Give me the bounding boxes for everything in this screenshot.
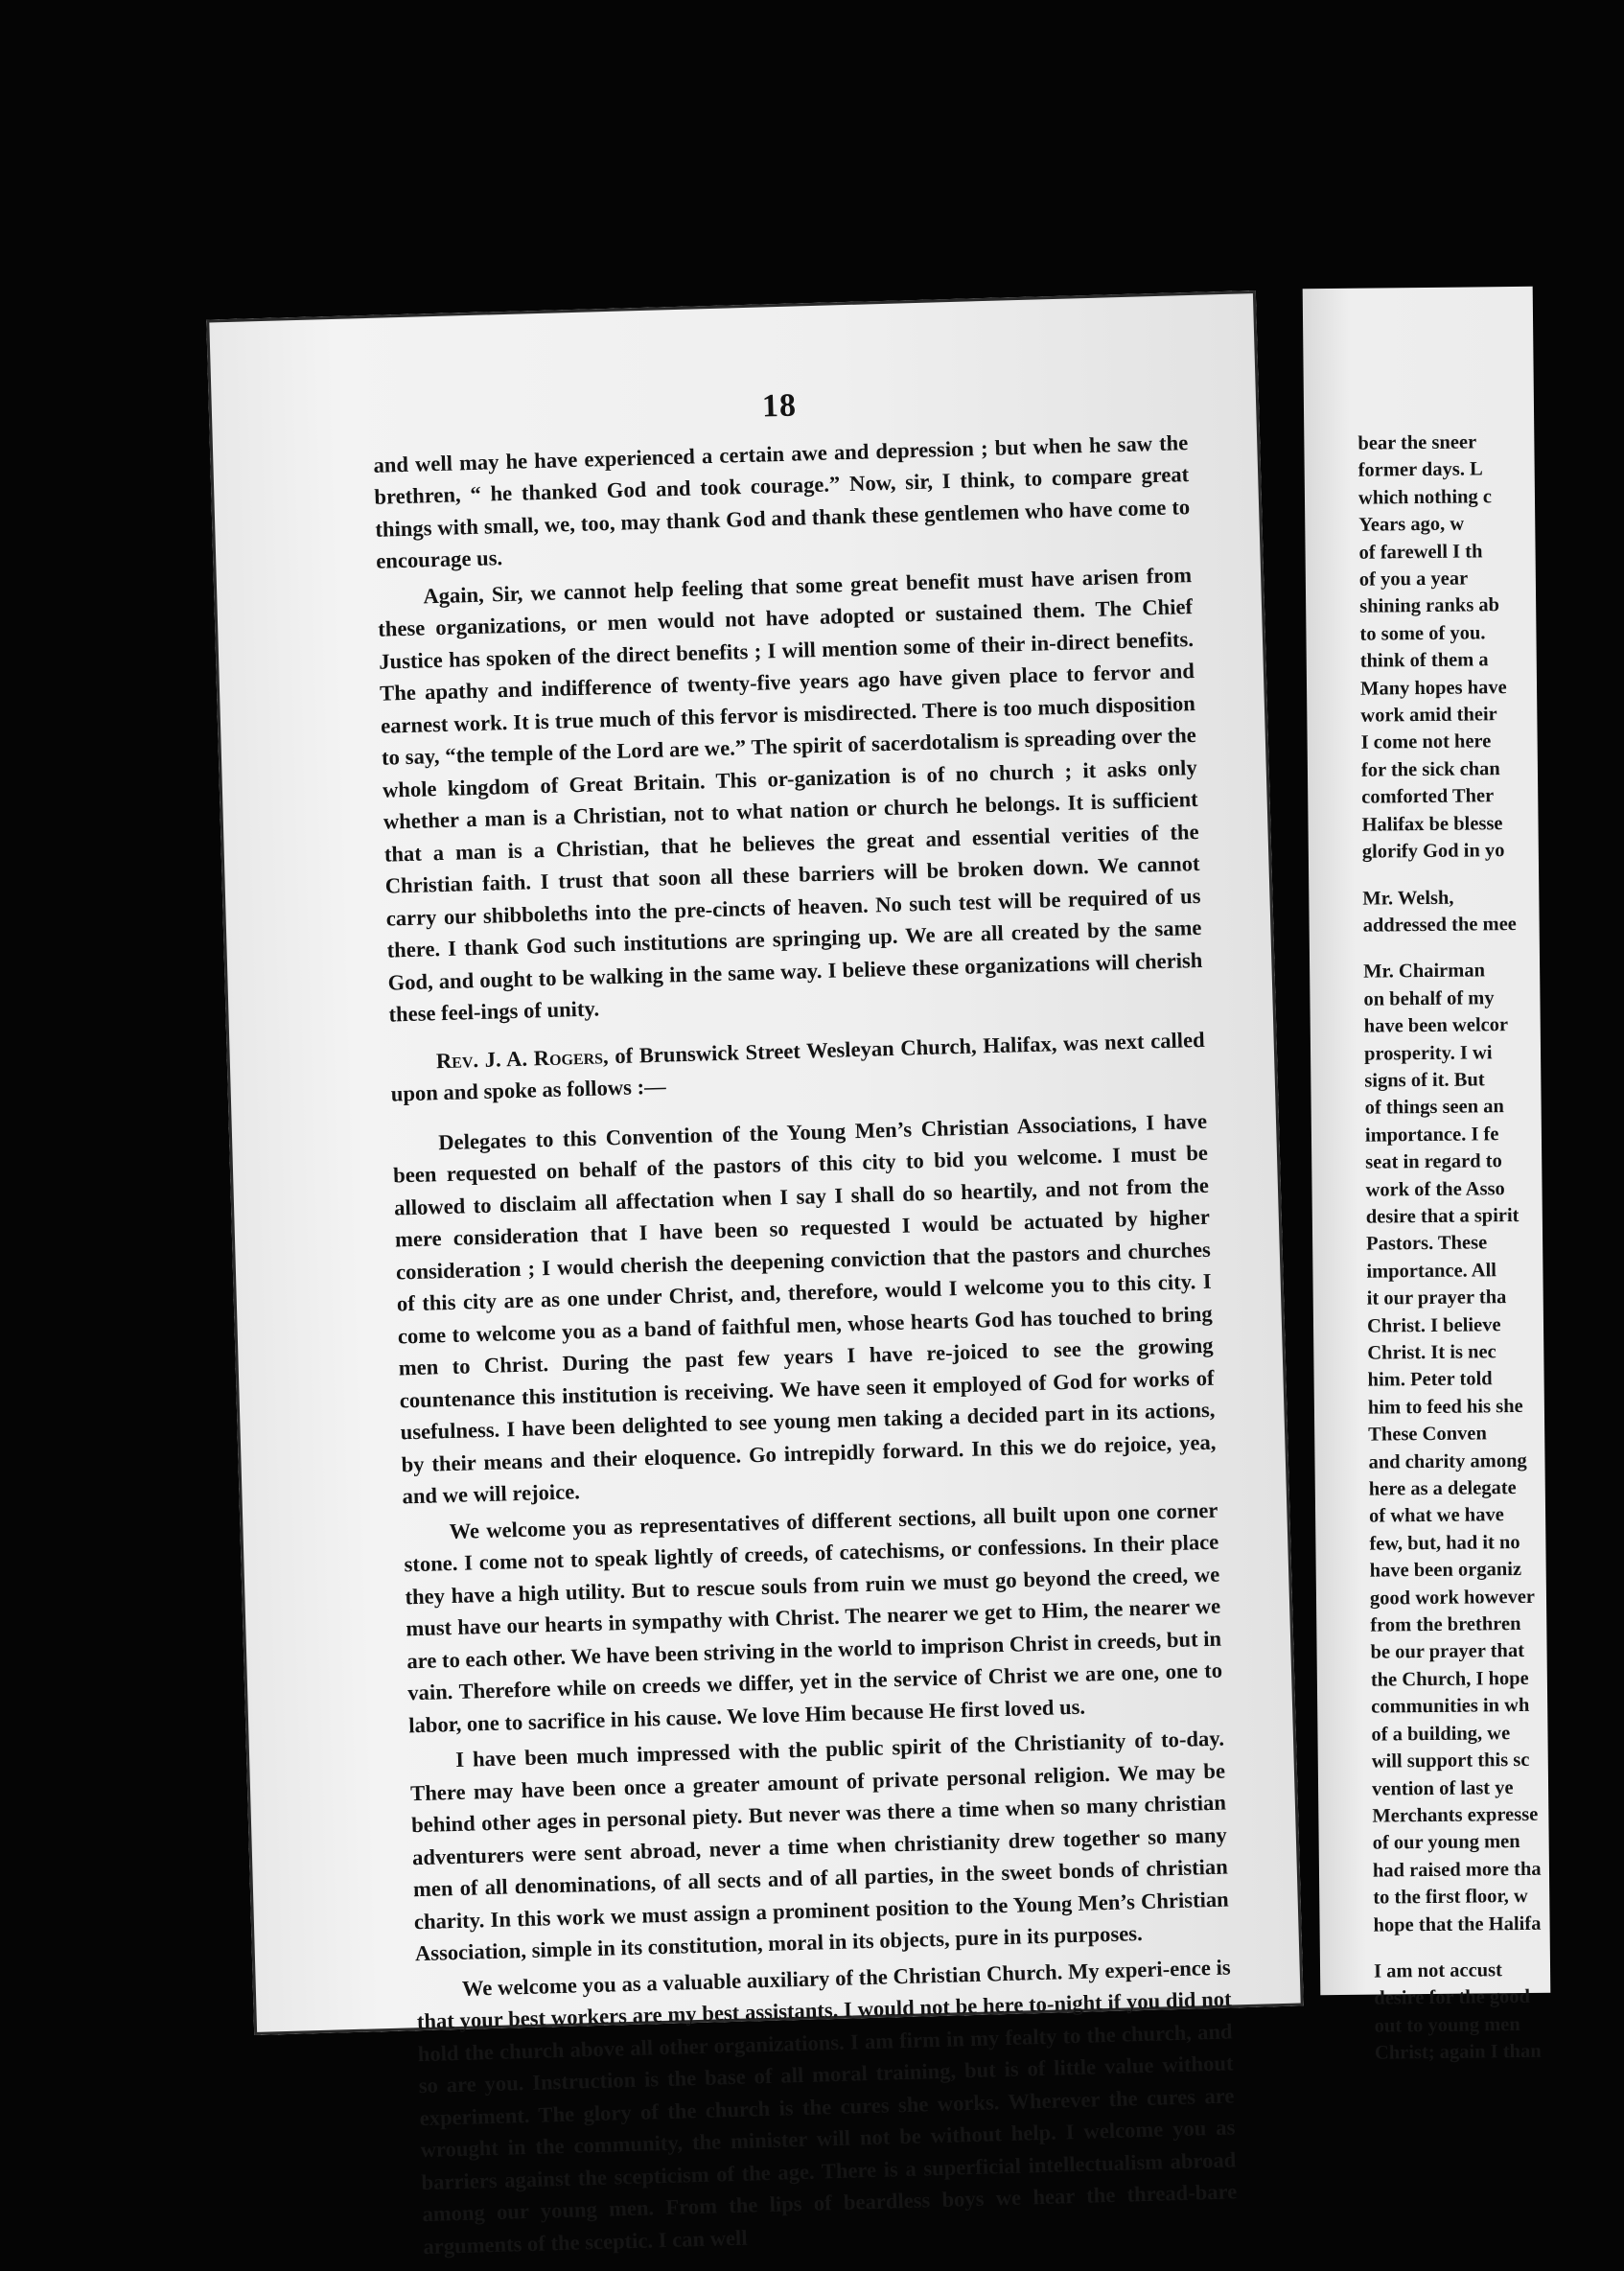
- page-text: [372, 379, 1239, 2266]
- right-page-line: glorify God in yo: [1361, 840, 1505, 863]
- right-page-line: hope that the Halifa: [1373, 1912, 1542, 1936]
- right-page-line: which nothing c: [1357, 486, 1493, 509]
- right-page-line: the Church, I hope: [1370, 1667, 1529, 1691]
- speech-paragraph: I have been much impressed with the public spirit of the Christianity of to-day. There may have been once a greater amount of private personal religion. We may be behind other ages in personal piety. But never was there a time when so many christian adventurers were sent abroad, never a time when christianity drew together so many men of all denominations, of all sects and of all parties, in the sweet bonds of christian charity. In this work we must assign a prominent position to the Young Men’s Christian Association, simple in its constitution, moral in its objects, pure in its purposes.: [409, 1726, 1229, 1966]
- right-page-line: I am not accust: [1373, 1959, 1502, 1982]
- right-page-line: importance. All: [1366, 1260, 1497, 1283]
- right-page-line: and charity among: [1368, 1449, 1527, 1473]
- right-page-line: of a building, we: [1371, 1722, 1511, 1746]
- right-page-line: These Conven: [1368, 1423, 1487, 1446]
- speaker-intro-paragraph: [389, 1023, 1206, 1110]
- right-page-line: addressed the mee: [1362, 913, 1517, 937]
- right-page-line: Pastors. These: [1366, 1232, 1488, 1256]
- right-page-line: of things seen an: [1364, 1096, 1504, 1120]
- right-page-line: of you a year: [1358, 568, 1469, 591]
- paragraph: Again, Sir, we cannot help feeling that some great benefit must have arisen from these organizations, or men would not have adopted or sustained them. The Chief Justice has spoken of the direct benefits ; I will mention some of their in-direct benefits. The apathy and indifference of twenty-five years ago have given place to fervor and earnest work. It is true much of this fervor is misdirected. There is too much disposition to say, “the temple of the Lord are we.” The spirit of sacerdotalism is spreading over the whole kingdom of Great Britain. This or-ganization is of no church ; it asks only whether a man is a Christian, not to what nation or church he belongs. It is sufficient that a man is a Christian, that he believes the great and essential verities of the Christian faith. I trust that soon all these barriers will be broken down. We cannot carry our shibboleths into the pre-cincts of heaven. No such test will be required of us there. I thank God such institutions are springing up. We are all created by the same God, and ought to be walking in the same way. I believe these organizations will cherish these feel-ings of unity.: [377, 562, 1203, 1027]
- right-page-fragment: [1303, 287, 1551, 2064]
- right-page-text: [1357, 428, 1624, 2067]
- right-page-line: communities in wh: [1371, 1695, 1530, 1718]
- right-page-line: will support this sc: [1371, 1750, 1530, 1773]
- line-gap: [1363, 937, 1612, 959]
- speaker-intro: of Brunswick Street Wesleyan Church, Halifax, was next called upon and spoke as follows :—: [390, 1027, 1205, 1106]
- right-page-line: Halifax be blesse: [1361, 812, 1503, 836]
- right-page-line: of our young men: [1372, 1831, 1520, 1854]
- line-gap: [1362, 863, 1612, 885]
- speech-paragraph: We welcome you as a valuable auxiliary of the Christian Church. My experi-ence is that your best workers are my best assistants. I would not be here to-night if you did not hold the church above all other organizations. I am firm in my fealty to the church, and so are you. Instruction is the base of all moral training, but is of little value without experiment. The glory of the church is the cures she works. Wherever the cures are wrought in the community, the minister will not be without help. I welcome you as barriers against the scepticism of the age. There is a superficial intellectualism abroad among our young men. From the lips of beardless boys we hear the thread-bare arguments of the sceptic. I can well: [416, 1954, 1238, 2259]
- right-page-line: be our prayer that: [1370, 1640, 1525, 1664]
- right-page-line: him. Peter told: [1367, 1368, 1493, 1392]
- speech-paragraph: Delegates to this Convention of the Young Men’s Christian Associations, I have been requested on behalf of the pastors of this city to bid you welcome. I must be allowed to disclaim all affectation when I say I shall do so heartily, and not from the mere consideration that I have been so requested I would be actuated by higher consideration ; I would cherish the deepening conviction that the pastors and churches of this city are as one under Christ, and, therefore, would I welcome you to this city. I come to welcome you as a band of faithful men, whose hearts God has touched to bring men to Christ. During the past few years I have re-joiced to see the growing countenance this institution is receiving. We have seen it employed of God for works of usefulness. I have been delighted to see young men taking a decided part in its actions, by their means and their eloquence. Go intrepidly forward. In this we do rejoice, yea, and we will rejoice.: [392, 1108, 1217, 1509]
- right-page-line: to the first floor, w: [1373, 1886, 1528, 1909]
- speech-paragraph: We welcome you as representatives of different sections, all built upon one corner stone. I come not to speak lightly of creeds, of catechisms, or confessions. In their place they have a high utility. But to rescue souls from ruin we must go beyond the creed, we must have our hearts in sympathy with Christ. The nearer we get to Him, the nearer we are to each other. We have been striving in the world to imprison Christ in creeds, but in vain. Therefore while on creeds we differ, yet in the service of Christ we are one, one to labor, one to sacrifice in his cause. We love Him because He first loved us.: [404, 1497, 1223, 1737]
- right-page-line: have been welcor: [1363, 1014, 1509, 1037]
- right-page-line: former days. L: [1357, 458, 1483, 482]
- right-page-line: Christ. I believe: [1366, 1313, 1501, 1337]
- right-page-line: of farewell I th: [1358, 540, 1483, 564]
- right-page-line: think of them a: [1359, 649, 1489, 672]
- speaker-name: Rev. J. A. Rogers,: [435, 1043, 609, 1073]
- right-page-line: Years ago, w: [1358, 513, 1465, 536]
- right-page-line: vention of last ye: [1371, 1776, 1514, 1800]
- page-number: 18: [761, 387, 798, 425]
- right-page-line: desire for the good: [1374, 1986, 1531, 2009]
- right-page-line: shining ranks ab: [1359, 594, 1500, 618]
- right-page-line: have been organiz: [1369, 1559, 1522, 1582]
- right-page-line: of what we have: [1368, 1504, 1504, 1528]
- right-page-line: had raised more tha: [1372, 1858, 1542, 1882]
- right-page-line: good work however: [1369, 1586, 1536, 1610]
- right-page-line: few, but, had it no: [1369, 1531, 1520, 1555]
- right-page-line: Mr. Chairman: [1363, 960, 1486, 983]
- right-page-line: importance. I fe: [1364, 1123, 1499, 1147]
- right-page-line: out to young men: [1374, 2013, 1520, 2037]
- right-page-line: it our prayer tha: [1366, 1286, 1507, 1309]
- paragraph: and well may he have experienced a certain awe and depression ; but when he saw the brethren, “ he thanked God and took courage.” Now, sir, I think, to compare great things with small, we, too, may thank God and thank these gentlemen who have come to encourage us.: [373, 429, 1191, 573]
- right-page-line: work amid their: [1360, 704, 1497, 727]
- right-page-line: Mr. Welsh,: [1362, 887, 1454, 910]
- right-page-line: comforted Ther: [1361, 785, 1495, 808]
- right-page-line: from the brethren: [1370, 1613, 1521, 1636]
- right-page-line: him to feed his she: [1367, 1395, 1523, 1419]
- right-page-line: for the sick chan: [1360, 758, 1500, 781]
- right-page-line: bear the sneer: [1357, 431, 1477, 454]
- right-page-line: prosperity. I wi: [1363, 1041, 1493, 1065]
- right-page-line: here as a delegate: [1368, 1477, 1517, 1500]
- right-page-line: desire that a spirit: [1365, 1204, 1520, 1228]
- right-page-line: Many hopes have: [1359, 676, 1507, 700]
- right-page-line: on behalf of my: [1363, 986, 1495, 1010]
- right-page-line: signs of it. But: [1364, 1069, 1485, 1092]
- line-gap: [1374, 1936, 1623, 1958]
- right-page-line: I come not here: [1360, 730, 1492, 754]
- left-page: [206, 290, 1304, 2259]
- right-page-line: Merchants expresse: [1372, 1803, 1539, 1827]
- right-page-line: Christ. It is nec: [1367, 1341, 1496, 1364]
- right-page-line: to some of you.: [1359, 622, 1486, 645]
- right-page-line: seat in regard to: [1365, 1150, 1502, 1173]
- right-page-line: Christ; again I than: [1374, 2040, 1542, 2064]
- right-page-line: work of the Asso: [1365, 1177, 1505, 1201]
